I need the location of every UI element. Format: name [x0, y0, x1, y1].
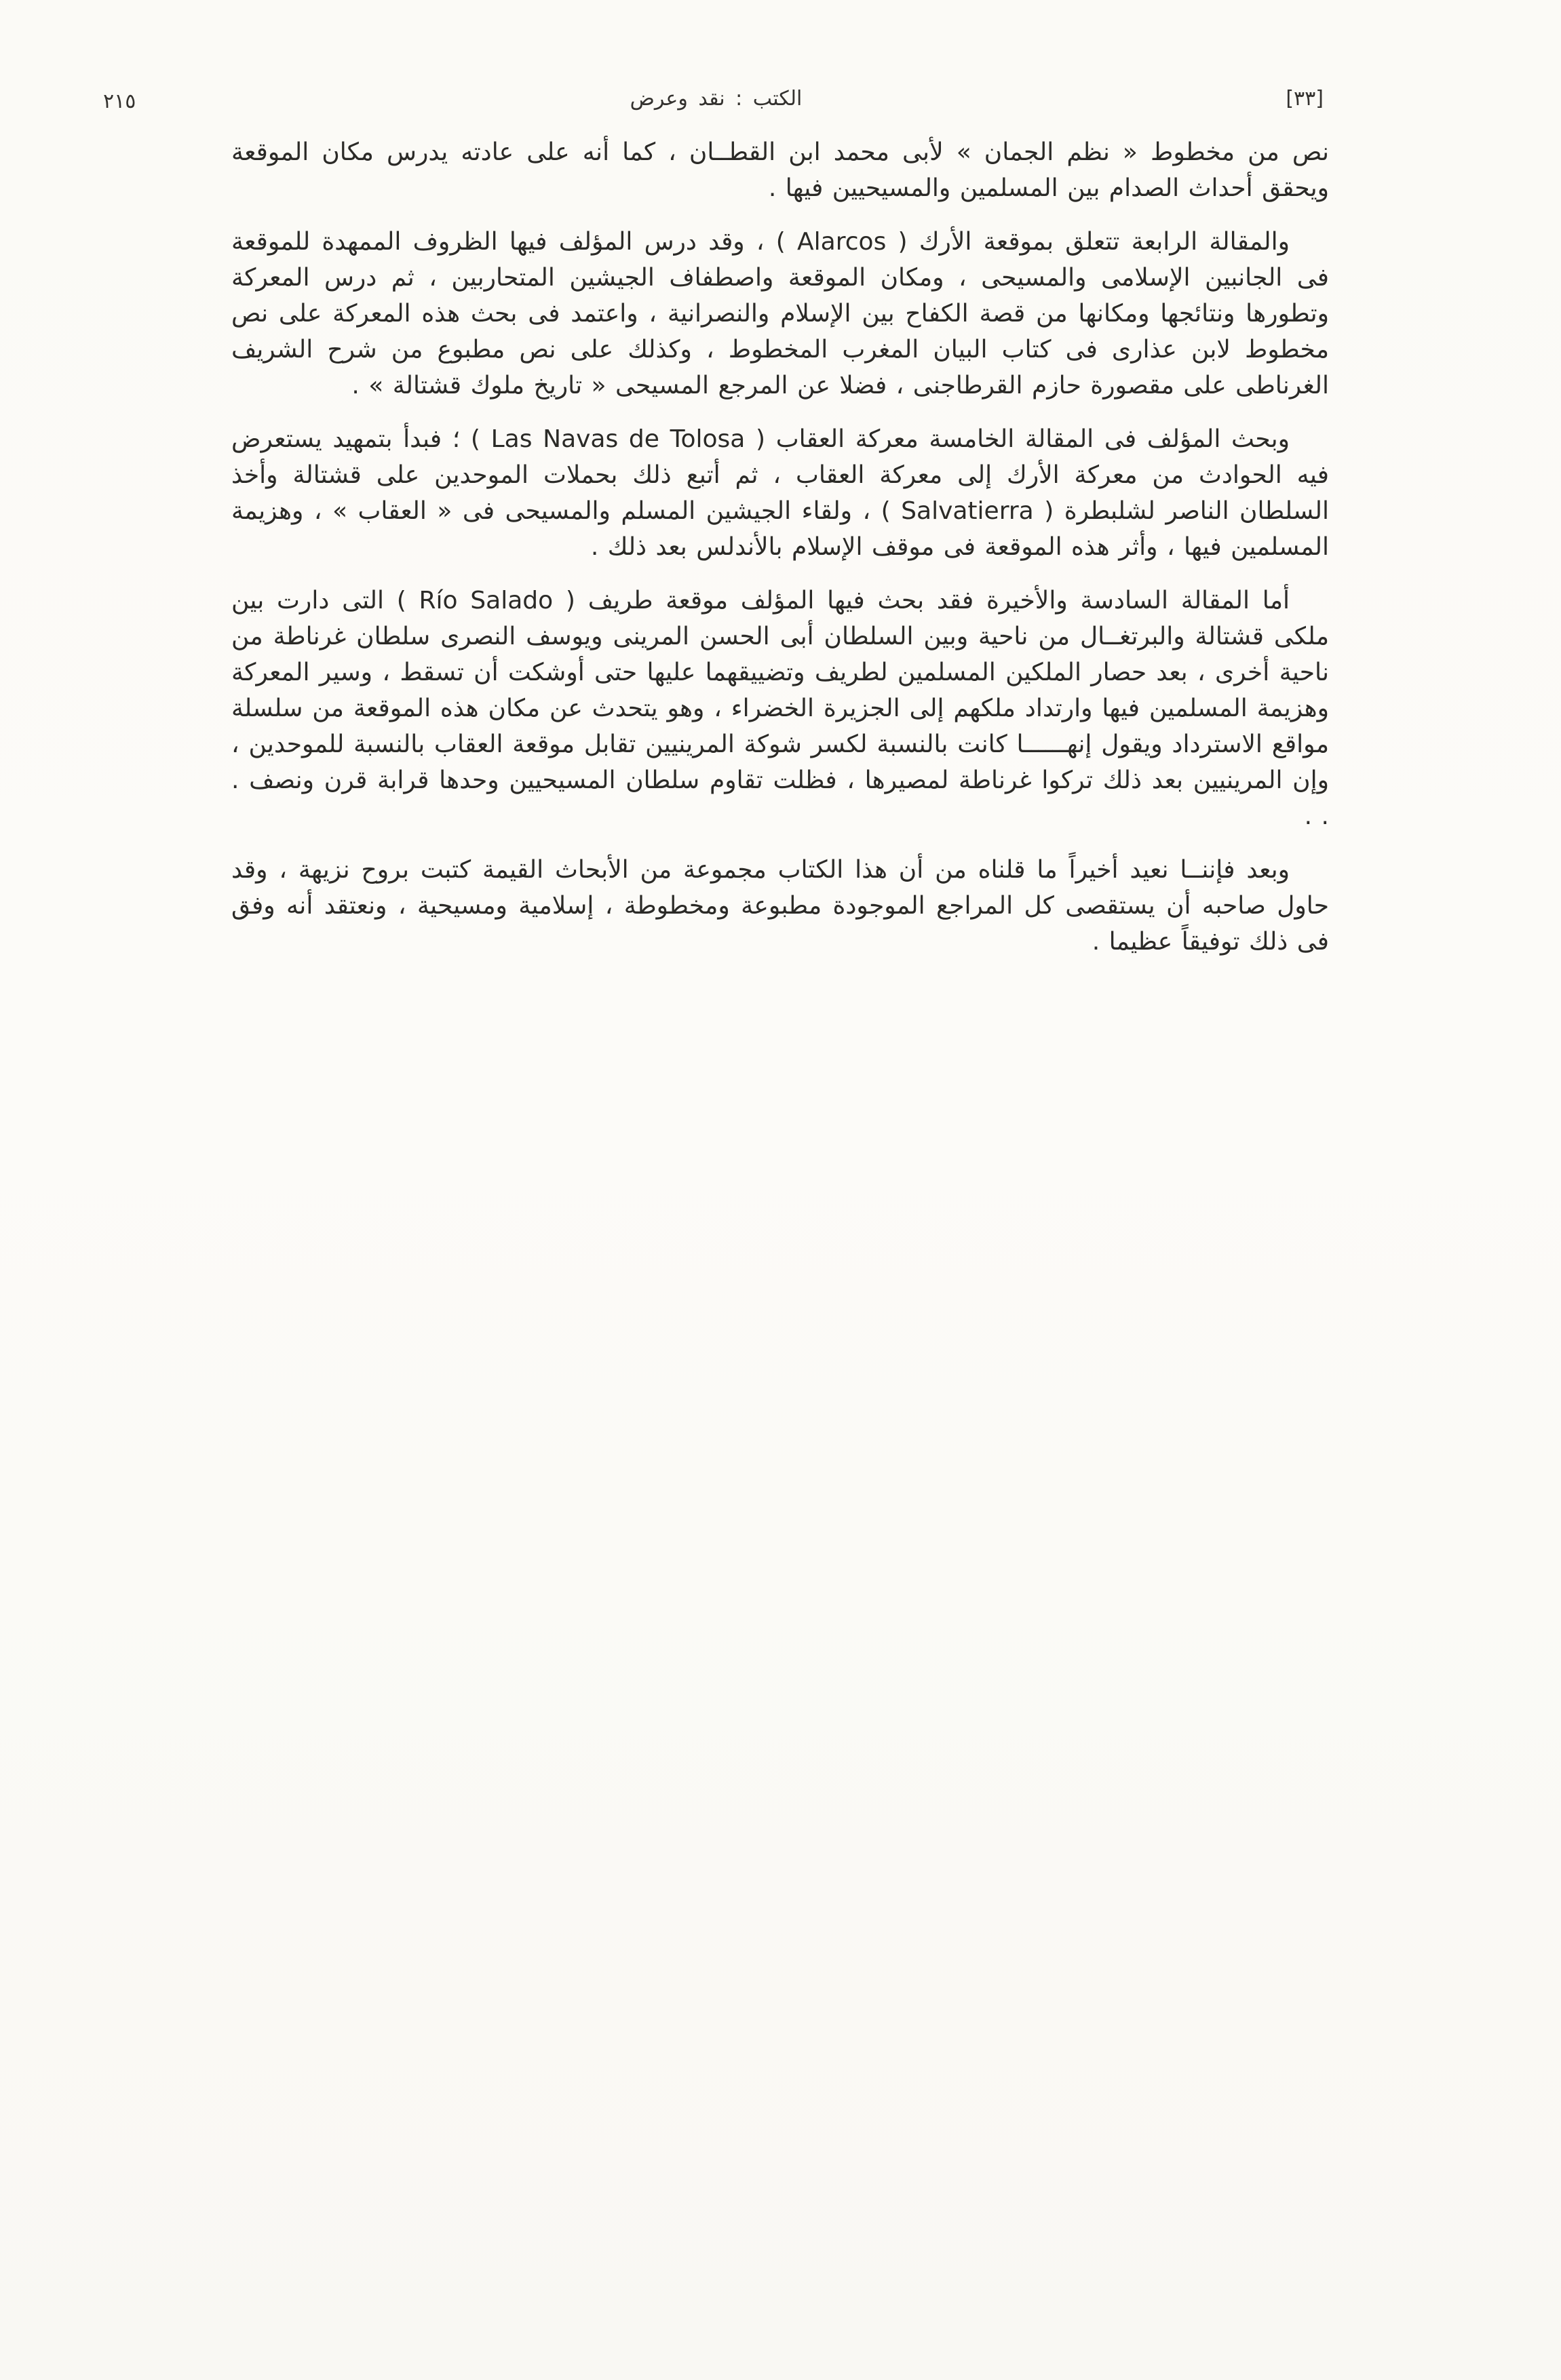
running-title: الكتب : نقد وعرض: [630, 87, 803, 111]
paragraph-las-navas: وبحث المؤلف فى المقالة الخامسة معركة العقاب ( Las Navas de Tolosa ) ؛ فبدأ بتمهيد يستعرض فيه الحوادث من معركة الأرك إلى معركة العقاب ، ثم أتبع ذلك بحملات الموحدين على قشتالة وأخذ السلطان الناصر لشلبطرة ( Salvatierra ) ، ولقاء الجيشين المسلم والمسيحى فى « العقاب » ، وهزيمة المسلمين فيها ، وأثر هذه الموقعة فى موقف الإسلام بالأندلس بعد ذلك .: [231, 425, 1329, 561]
page-number: ٢١٥: [103, 90, 136, 113]
paragraph-rio-salado: أما المقالة السادسة والأخيرة فقد بحث فيها المؤلف موقعة طريف ( Río Salado ) التى دارت بين ملكى قشتالة والبرتغــال من ناحية وبين السلطان أبى الحسن المرينى ويوسف النصرى سلطان غرناطة من ناحية أخرى ، بعد حصار الملكين المسلمين لطريف وتضييقهما عليها حتى أوشكت أن تسقط ، وسير المعركة وهزيمة المسلمين فيها وارتداد ملكهم إلى الجزيرة الخضراء ، وهو يتحدث عن مكان هذه الموقعة من سلسلة مواقع الاسترداد ويقول إنهــــــا كانت بالنسبة لكسر شوكة المرينيين تقابل موقعة العقاب بالنسبة للموحدين ، وإن المرينيين بعد ذلك تركوا غرناطة لمصيرها ، فظلت تقاوم سلطان المسيحيين وحدها قرابة قرن ونصف . . .: [231, 587, 1329, 830]
page-header: [103, 87, 1329, 122]
article-body: [231, 134, 1329, 960]
paragraph-continuation: نص من مخطوط « نظم الجمان » لأبى محمد ابن القطــان ، كما أنه على عادته يدرس مكان الموقعة ويحقق أحداث الصدام بين المسلمين والمسيحيين فيها .: [231, 138, 1329, 202]
paragraph-alarcos: والمقالة الرابعة تتعلق بموقعة الأرك ( Alarcos ) ، وقد درس المؤلف فيها الظروف الممهدة للموقعة فى الجانبين الإسلامى والمسيحى ، ومكان الموقعة واصطفاف الجيشين المتحاربين ، ثم درس المعركة وتطورها ونتائجها ومكانها من قصة الكفاح بين الإسلام والنصرانية ، واعتمد فى بحث هذه المعركة على نص مخطوط لابن عذارى فى كتاب البيان المغرب المخطوط ، وكذلك على نص مطبوع من شرح الشريف الغرناطى على مقصورة حازم القرطاجنى ، فضلا عن المرجع المسيحى « تاريخ ملوك قشتالة » .: [231, 228, 1329, 399]
paragraph-conclusion: وبعد فإننــا نعيد أخيراً ما قلناه من أن هذا الكتاب مجموعة من الأبحاث القيمة كتبت بروح نزيهة ، وقد حاول صاحبه أن يستقصى كل المراجع الموجودة مطبوعة ومخطوطة ، إسلامية ومسيحية ، ونعتقد أنه وفق فى ذلك توفيقاً عظيما .: [231, 856, 1329, 956]
issue-number: [٣٣]: [1286, 87, 1324, 111]
